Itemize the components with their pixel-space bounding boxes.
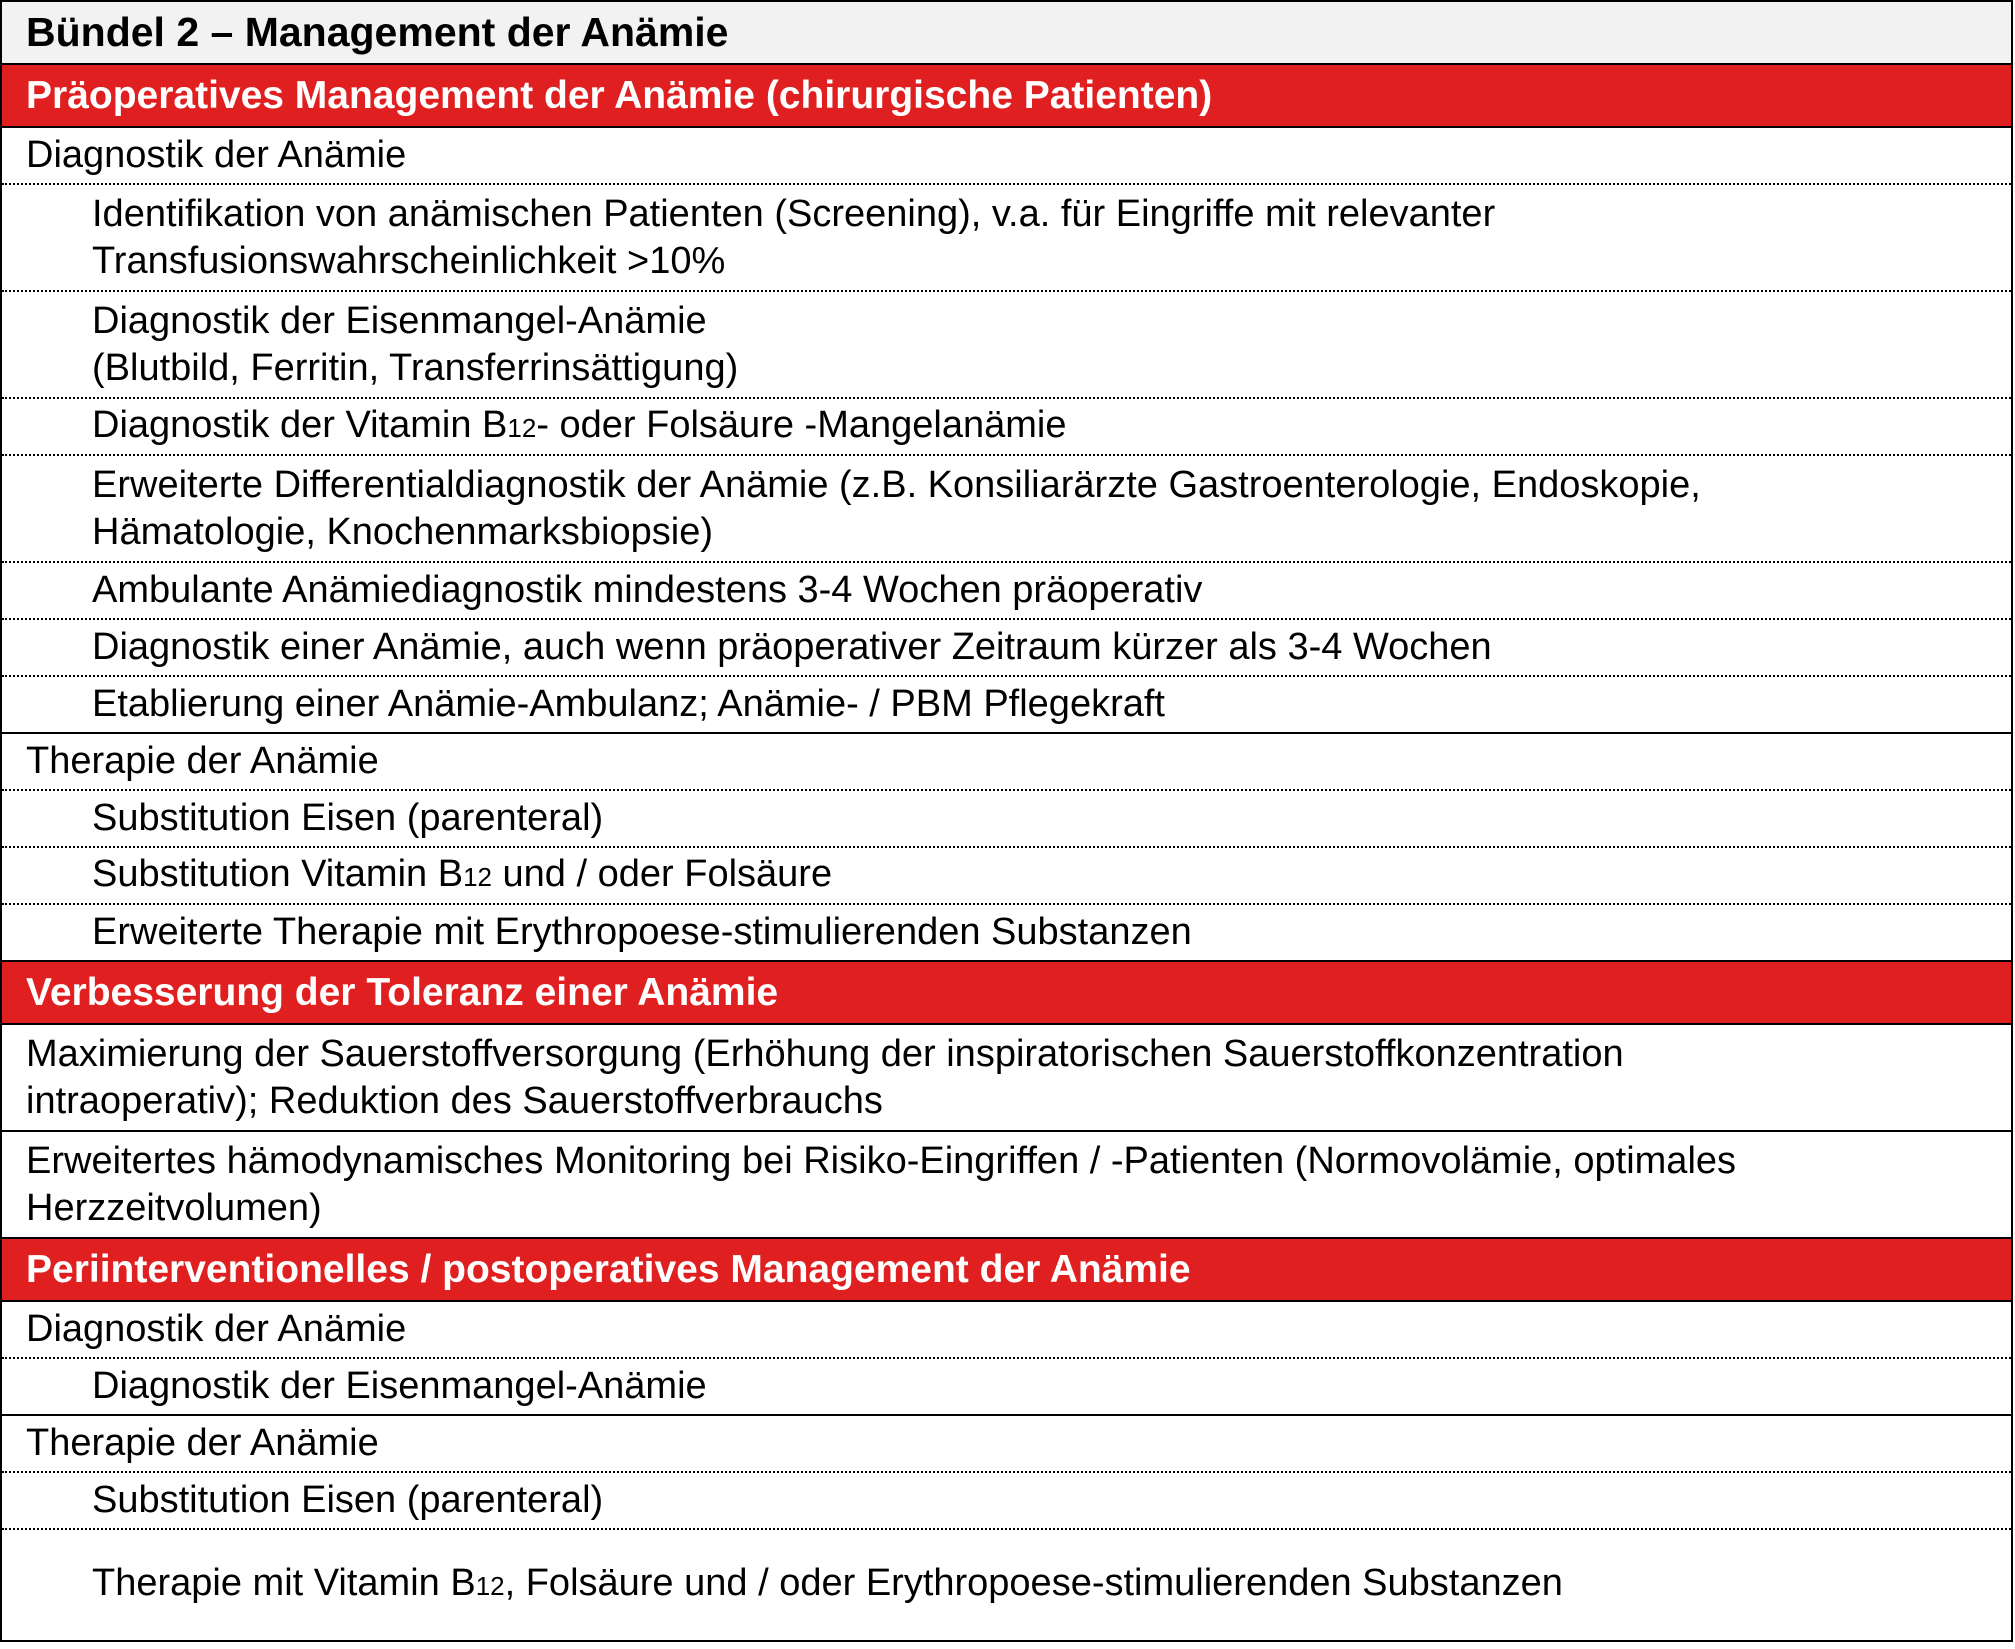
category-label: Therapie der Anämie (26, 1422, 379, 1464)
item-text: Ambulante Anämiediagnostik mindestens 3-4 Wochen präoperativ (92, 569, 1203, 611)
table-row (2, 905, 2011, 962)
item-text: Diagnostik einer Anämie, auch wenn präoperativer Zeitraum kürzer als 3-4 Wochen (92, 626, 1492, 668)
item-text: Erweitertes hämodynamisches Monitoring bei Risiko-Eingriffen / -Patienten (Normovolämie, optimales Herzzeitvolumen) (26, 1139, 1737, 1229)
category-label: Diagnostik der Anämie (26, 1308, 407, 1350)
category-row (2, 1416, 2011, 1473)
table-row (2, 292, 2011, 399)
item-text: Substitution Eisen (parenteral) (92, 797, 604, 839)
item-text: Diagnostik der Eisenmangel-Anämie (92, 1365, 707, 1407)
table-title: Bündel 2 – Management der Anämie (26, 9, 729, 55)
item-text: Therapie mit Vitamin B12, Folsäure und / oder Erythropoese-stimulierenden Substanzen (92, 1562, 1563, 1604)
section-header (2, 1239, 2011, 1302)
section-header (2, 65, 2011, 128)
item-text: Identifikation von anämischen Patienten (Screening), v.a. für Eingriffe mit relevanter Transfusionswahrscheinlichkeit >10% (92, 192, 1496, 282)
table-row (2, 791, 2011, 848)
category-label: Therapie der Anämie (26, 740, 379, 782)
item-text: Etablierung einer Anämie-Ambulanz; Anämie- / PBM Pflegekraft (92, 683, 1165, 725)
category-row (2, 1302, 2011, 1359)
table-row (2, 1025, 2011, 1132)
table-row (2, 1530, 2011, 1640)
table-row (2, 1473, 2011, 1530)
section-heading: Verbesserung der Toleranz einer Anämie (26, 970, 779, 1014)
item-text: Diagnostik der Vitamin B12- oder Folsäure -Mangelanämie (92, 403, 1067, 446)
section-heading: Präoperatives Management der Anämie (chirurgische Patienten) (26, 73, 1213, 117)
item-text: Erweiterte Therapie mit Erythropoese-stimulierenden Substanzen (92, 911, 1192, 953)
category-row (2, 734, 2011, 791)
section-header (2, 962, 2011, 1025)
table-row (2, 620, 2011, 677)
table-row (2, 185, 2011, 292)
table-row (2, 399, 2011, 456)
section-heading: Periinterventionelles / postoperatives Management der Anämie (26, 1247, 1191, 1291)
table-row (2, 563, 2011, 620)
item-text: Diagnostik der Eisenmangel-Anämie (Blutbild, Ferritin, Transferrinsättigung) (92, 299, 739, 389)
table-row (2, 677, 2011, 734)
item-text: Maximierung der Sauerstoffversorgung (Erhöhung der inspiratorischen Sauerstoffkonzentration intraoperativ); Reduktion des Sauerstoffverbrauchs (26, 1032, 1624, 1122)
table-row (2, 848, 2011, 905)
table-title-row (2, 2, 2011, 65)
table-row (2, 456, 2011, 563)
category-row (2, 128, 2011, 185)
item-text: Erweiterte Differentialdiagnostik der Anämie (z.B. Konsiliarärzte Gastroenterologie, Endoskopie, Hämatologie, Knochenmarksbiopsie) (92, 463, 1701, 553)
table-row (2, 1132, 2011, 1239)
category-label: Diagnostik der Anämie (26, 134, 407, 176)
item-text: Substitution Vitamin B12 und / oder Folsäure (92, 852, 833, 895)
table-row (2, 1359, 2011, 1416)
item-text: Substitution Eisen (parenteral) (92, 1479, 604, 1521)
